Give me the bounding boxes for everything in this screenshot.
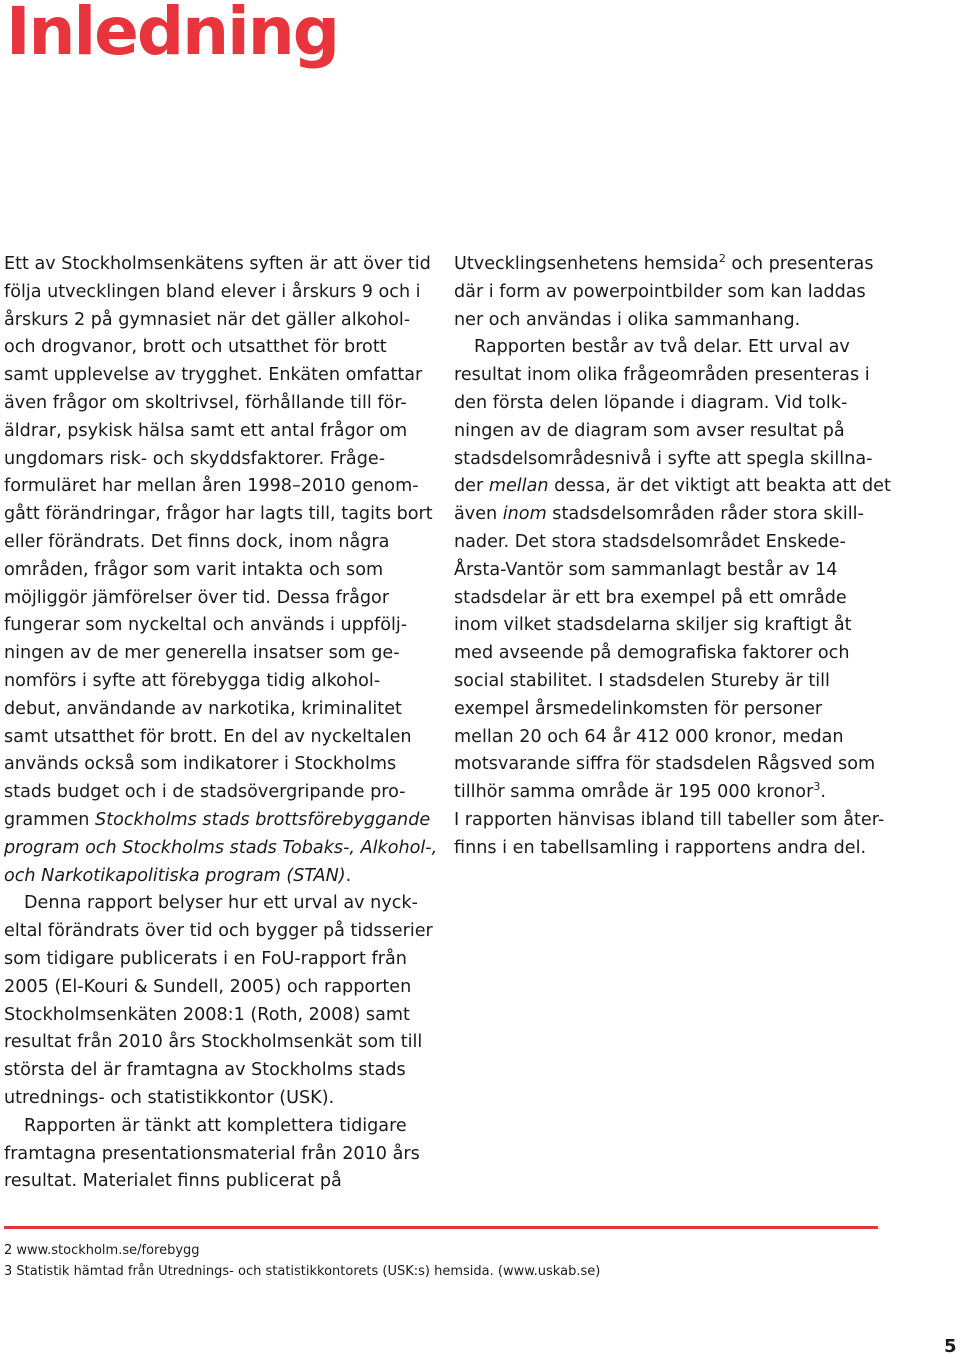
- text-line: [4, 446, 434, 474]
- text-line: [454, 640, 886, 668]
- text-line: [454, 390, 886, 418]
- text-run: I rapporten hänvisas ibland till tabeller som åter-: [454, 809, 885, 830]
- text-line: [4, 390, 434, 418]
- text-line: [454, 807, 886, 835]
- text-line: [454, 668, 886, 696]
- text-run: möjliggör jämförelser över tid. Dessa frågor: [4, 587, 390, 608]
- text-line: [4, 835, 438, 863]
- text-run: utrednings- och statistikkontor (USK).: [4, 1087, 335, 1108]
- text-run: ningen av de mer generella insatser som ge-: [4, 643, 400, 664]
- text-line: [454, 612, 886, 640]
- text-line: [4, 307, 434, 335]
- text-run: där i form av powerpointbilder som kan laddas: [454, 281, 866, 302]
- text-run: ungdomars risk- och skyddsfaktorer. Fråge-: [4, 448, 386, 469]
- text-run: Rapporten består av två delar. Ett urval av: [474, 337, 850, 358]
- text-line: [4, 279, 434, 307]
- text-line: [454, 835, 886, 863]
- text-line: [4, 696, 434, 724]
- text-run: nomförs i syfte att förebygga tidig alkohol-: [4, 670, 381, 691]
- text-line: [4, 1029, 434, 1057]
- footnote: 3 Statistik hämtad från Utrednings- och statistikkontorets (USK:s) hemsida. (www.uskab.se): [4, 1264, 601, 1279]
- text-line: [4, 612, 434, 640]
- text-line: [454, 418, 886, 446]
- text-run: ningen av de diagram som avser resultat på: [454, 420, 845, 441]
- text-line: [4, 585, 434, 613]
- text-run: största del är framtagna av Stockholms stads: [4, 1060, 406, 1081]
- text-run: och drogvanor, brott och utsatthet för brott: [4, 337, 387, 358]
- text-run: stadsdelsområdesnivå i syfte att spegla skillna-: [454, 448, 873, 469]
- text-run: och presenteras: [725, 254, 874, 274]
- text-line: [454, 307, 886, 335]
- text-run: ner och användas i olika sammanhang.: [454, 309, 801, 330]
- text-line: [4, 974, 434, 1002]
- text-run: Utvecklingsenhetens hemsida: [454, 254, 719, 274]
- text-line: [454, 557, 886, 585]
- text-run: der: [454, 476, 489, 497]
- text-run: Stockholmsenkäten 2008:1 (Roth, 2008) samt: [4, 1004, 410, 1025]
- text-run: den första delen löpande i diagram. Vid tolk-: [454, 392, 848, 413]
- text-line: [4, 1085, 434, 1113]
- italic-text-run: program och Stockholms stads Tobaks-, Alkohol-,: [4, 837, 438, 858]
- text-line: [4, 724, 434, 752]
- text-run: tillhör samma område är 195 000 kronor: [454, 782, 814, 803]
- text-run: samt utsatthet för brott. En del av nyckeltalen: [4, 726, 412, 747]
- text-run: resultat från 2010 års Stockholmsenkät som till: [4, 1032, 423, 1053]
- text-line: [454, 446, 886, 474]
- footnote-marker: 3: [813, 780, 821, 794]
- text-line: [4, 557, 434, 585]
- footnote-marker: 2: [718, 252, 726, 266]
- text-run: gått förändringar, frågor har lagts till, tagits bort: [4, 504, 433, 525]
- text-line: [454, 279, 886, 307]
- text-line: [454, 529, 886, 557]
- text-run: följa utvecklingen bland elever i årskurs 9 och i: [4, 281, 421, 302]
- text-run: även frågor om skoltrivsel, förhållande till för-: [4, 392, 407, 413]
- text-run: med avseende på demografiska faktorer och: [454, 643, 850, 664]
- text-line: [454, 473, 891, 501]
- text-line: [4, 1057, 434, 1085]
- text-run: Rapporten är tänkt att komplettera tidigare: [24, 1115, 407, 1136]
- text-line: [454, 779, 886, 807]
- text-line: [4, 334, 434, 362]
- text-line: [4, 529, 434, 557]
- text-run: .: [820, 782, 826, 803]
- text-run: grammen: [4, 809, 96, 830]
- text-run: eller förändrats. Det finns dock, inom några: [4, 531, 390, 552]
- text-run: nader. Det stora stadsdelsområdet Enskede-: [454, 531, 846, 552]
- text-line: [454, 585, 886, 613]
- text-line: [4, 640, 434, 668]
- text-run: stads budget och i de stadsövergripande pro-: [4, 782, 406, 803]
- text-line: [454, 696, 886, 724]
- text-line: [454, 501, 886, 529]
- text-line: [4, 473, 434, 501]
- text-run: områden, frågor som varit intakta och som: [4, 559, 384, 580]
- text-run: exempel årsmedelinkomsten för personer: [454, 698, 823, 719]
- italic-text-run: och Narkotikapolitiska program (STAN): [4, 865, 346, 886]
- text-run: mellan 20 och 64 år 412 000 kronor, medan: [454, 726, 844, 747]
- text-line: [4, 890, 434, 918]
- text-run: stadsdelar är ett bra exempel på ett område: [454, 587, 847, 608]
- italic-text-run: inom: [502, 504, 547, 525]
- text-run: äldrar, psykisk hälsa samt ett antal frågor om: [4, 420, 408, 441]
- text-line: [454, 251, 886, 279]
- text-run: 2005 (El-Kouri & Sundell, 2005) och rapporten: [4, 976, 412, 997]
- text-run: Denna rapport belyser hur ett urval av nyck-: [24, 893, 418, 914]
- text-line: [4, 751, 434, 779]
- page-title: Inledning: [6, 0, 339, 70]
- text-line: [454, 751, 886, 779]
- text-run: motsvarande siffra för stadsdelen Rågsved som: [454, 754, 876, 775]
- text-run: fungerar som nyckeltal och används i uppfölj-: [4, 615, 408, 636]
- text-run: resultat inom olika frågeområden presenteras i: [454, 365, 870, 386]
- text-line: [4, 251, 434, 279]
- text-line: [4, 1141, 434, 1169]
- text-line: [4, 668, 434, 696]
- text-line: [4, 418, 434, 446]
- text-run: .: [345, 865, 352, 886]
- footnote: 2 www.stockholm.se/forebygg: [4, 1243, 200, 1258]
- text-line: [4, 779, 434, 807]
- text-run: eltal förändrats över tid och bygger på tidsserier: [4, 921, 433, 942]
- text-line: [4, 1002, 434, 1030]
- text-run: social stabilitet. I stadsdelen Stureby är till: [454, 670, 830, 691]
- text-line: [4, 807, 434, 835]
- text-run: Ett av Stockholmsenkätens syften är att över tid: [4, 254, 431, 274]
- footnotes: [4, 1240, 600, 1282]
- right-text-column: [454, 251, 891, 863]
- text-run: debut, användande av narkotika, kriminalitet: [4, 698, 402, 719]
- text-run: årskurs 2 på gymnasiet när det gäller alkohol-: [4, 309, 411, 330]
- footnote-divider: [4, 1226, 878, 1229]
- text-run: framtagna presentationsmaterial från 2010 års: [4, 1143, 420, 1164]
- italic-text-run: mellan: [488, 476, 549, 497]
- text-run: även: [454, 504, 503, 525]
- text-line: [454, 362, 886, 390]
- italic-text-run: Stockholms stads brottsförebyggande: [95, 809, 431, 830]
- text-line: [4, 1113, 434, 1141]
- text-line: [4, 863, 434, 891]
- page-number: 5: [944, 1336, 957, 1357]
- text-run: stadsdelsområden råder stora skill-: [546, 504, 864, 525]
- text-line: [4, 501, 434, 529]
- left-text-column: [4, 251, 438, 1196]
- text-run: samt upplevelse av trygghet. Enkäten omfattar: [4, 365, 423, 386]
- text-run: resultat. Materialet finns publicerat på: [4, 1171, 342, 1192]
- text-line: [4, 946, 434, 974]
- text-line: [454, 334, 886, 362]
- text-run: dessa, är det viktigt att beakta att det: [548, 476, 891, 497]
- text-line: [454, 724, 886, 752]
- text-run: finns i en tabellsamling i rapportens andra del.: [454, 837, 867, 858]
- text-run: som tidigare publicerats i en FoU-rapport från: [4, 948, 407, 969]
- text-line: [4, 362, 434, 390]
- text-run: Årsta-Vantör som sammanlagt består av 14: [454, 559, 838, 580]
- text-run: formuläret har mellan åren 1998–2010 genom-: [4, 476, 419, 497]
- text-line: [4, 918, 434, 946]
- text-line: [4, 1168, 434, 1196]
- text-run: inom vilket stadsdelarna skiljer sig kraftigt åt: [454, 615, 852, 636]
- text-run: används också som indikatorer i Stockholms: [4, 754, 397, 775]
